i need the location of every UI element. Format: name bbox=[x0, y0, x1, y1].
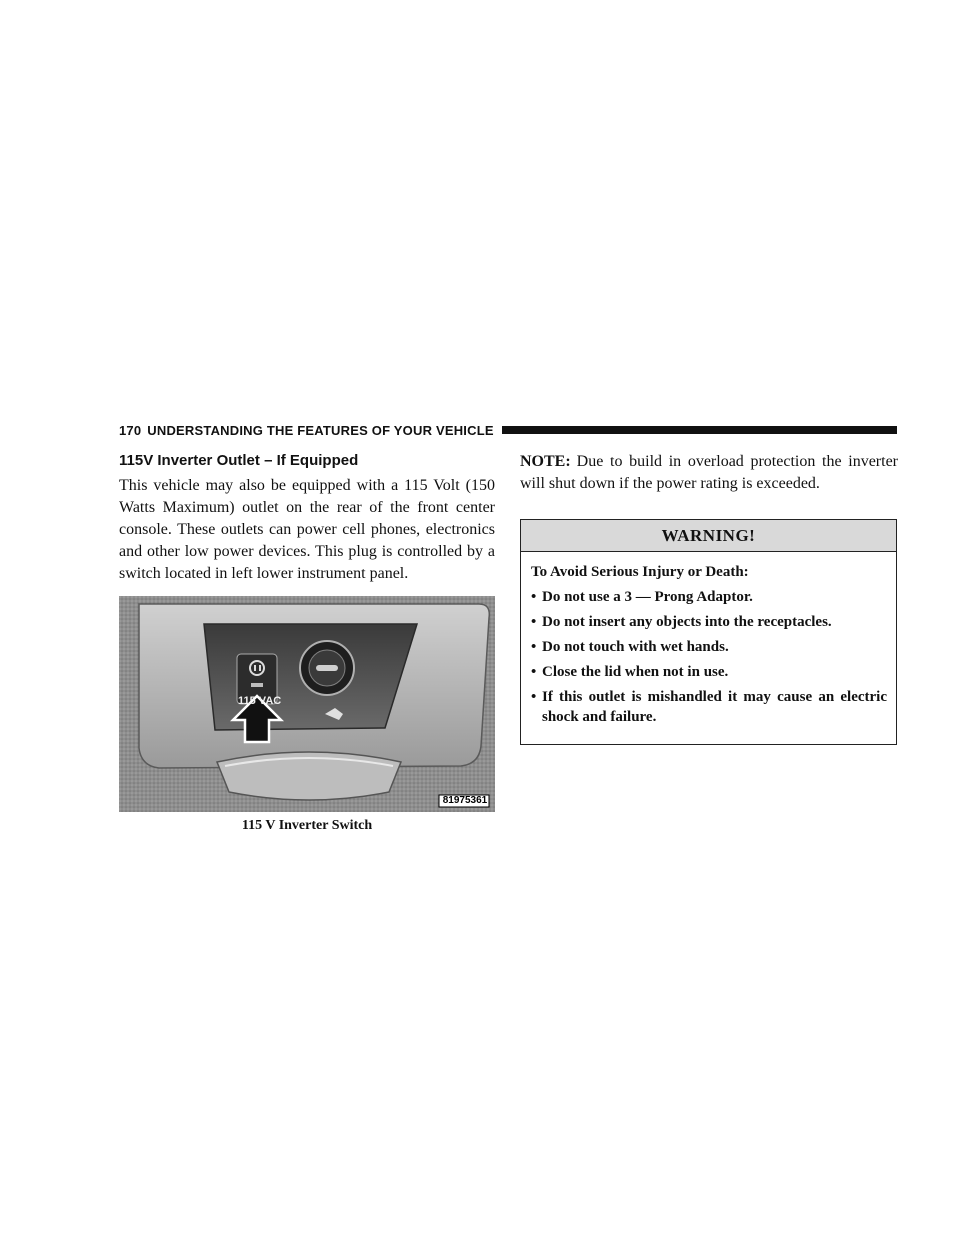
warning-intro: To Avoid Serious Injury or Death: bbox=[531, 564, 749, 580]
chapter-title: UNDERSTANDING THE FEATURES OF YOUR VEHICLE bbox=[147, 422, 494, 438]
header-rule bbox=[502, 426, 897, 434]
warning-item: • Do not use a 3 — Prong Adaptor. bbox=[531, 589, 753, 605]
inverter-switch-figure bbox=[119, 596, 495, 812]
inverter-switch-illustration bbox=[119, 596, 495, 812]
warning-list bbox=[531, 587, 887, 727]
page-header bbox=[119, 420, 897, 440]
note-paragraph bbox=[520, 451, 898, 495]
bullet-icon: • bbox=[531, 664, 537, 680]
bullet-icon: • bbox=[531, 589, 537, 605]
warning-title: WARNING! bbox=[521, 520, 896, 552]
image-code: 81975361 bbox=[442, 795, 488, 806]
warning-body bbox=[521, 552, 896, 744]
bullet-icon: • bbox=[531, 614, 537, 630]
warning-item: • If this outlet is mishandled it may cause an electric shock and failure. bbox=[531, 689, 887, 725]
right-column bbox=[520, 451, 898, 745]
bullet-icon: • bbox=[531, 689, 537, 705]
section-body: This vehicle may also be equipped with a 115 Volt (150 Watts Maximum) outlet on the rear of the front center console. These outlets can power cell phones, electronics and other low power devices. This plug is controlled by a switch located in left lower instrument panel. bbox=[119, 477, 495, 582]
warning-item: • Do not touch with wet hands. bbox=[531, 639, 729, 655]
bullet-icon: • bbox=[531, 639, 537, 655]
note-label: NOTE: bbox=[520, 453, 571, 470]
left-column bbox=[119, 451, 495, 834]
warning-box bbox=[520, 519, 897, 745]
warning-item: • Close the lid when not in use. bbox=[531, 664, 729, 680]
page-number: 170 bbox=[119, 422, 142, 438]
warning-item: • Do not insert any objects into the receptacles. bbox=[531, 614, 832, 630]
panel-label-text: 115 VAC bbox=[238, 695, 282, 707]
section-heading: 115V Inverter Outlet – If Equipped bbox=[119, 452, 359, 469]
figure-caption: 115 V Inverter Switch bbox=[241, 818, 373, 833]
note-text: Due to build in overload protection the inverter will shut down if the power rating is exceeded. bbox=[520, 453, 898, 492]
